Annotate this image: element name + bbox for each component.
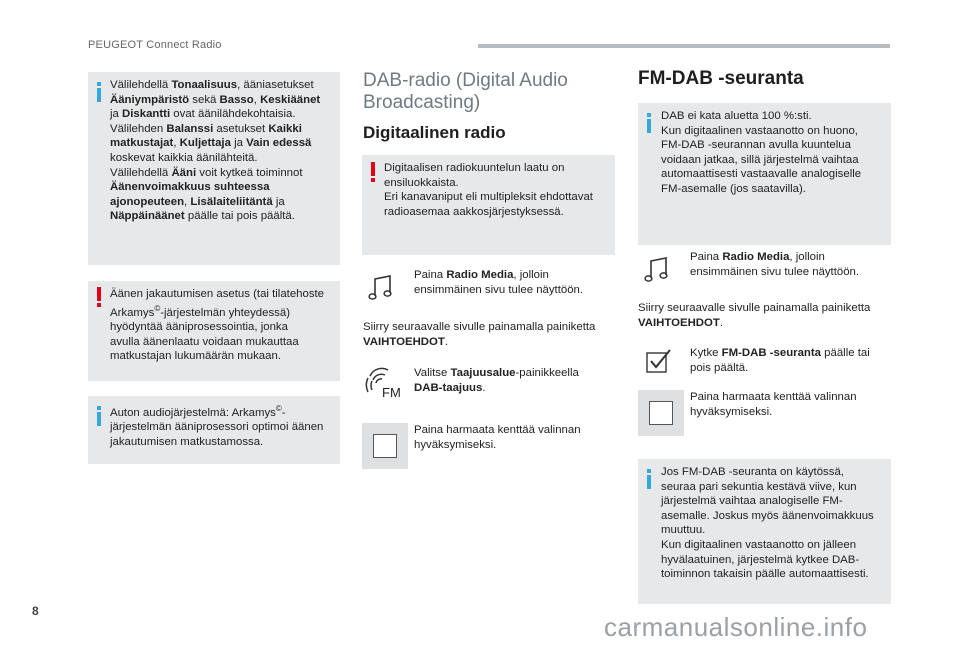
running-header: PEUGEOT Connect Radio — [88, 39, 222, 51]
warning-icon — [97, 287, 101, 301]
digital-radio-subtitle: Digitaalinen radio — [363, 123, 506, 142]
sound-distribution-text: Äänen jakautumisen asetus (tai tilatehoste Arkamys©-järjestelmän yhteydessä) hyödyntää ääniprosessointia, jonka avulla äänenlaatu voidaan mukauttaa matkustajan lukumäärän mukaan. — [110, 288, 325, 363]
fm-dab-step-confirm: Paina harmaata kenttää valinnan hyväksymiseksi. — [690, 391, 857, 418]
music-note-icon — [368, 274, 398, 302]
dab-step-options: Siirry seuraavalle sivulle painamalla painiketta VAIHTOEHDOT. — [363, 321, 596, 348]
header-rule — [478, 44, 890, 48]
arkamys-info-box — [88, 396, 340, 464]
fm-dab-step-options: Siirry seuraavalle sivulle painamalla painiketta VAIHTOEHDOT. — [638, 302, 871, 329]
fm-dab-step-toggle: Kytke FM-DAB -seuranta päälle tai pois päältä. — [690, 347, 870, 374]
fm-dab-delay-text: Jos FM-DAB -seuranta on käytössä, seuraa pari sekuntia kestävä viive, kun järjestelmä vaihtaa analogiselle FM- asemalle. Joskus myös äänenvoimakkuus muuttuu. Kun digitaalinen vastaanotto on jälleen hyvälaatuinen, järjestelmä kytkee DAB- toiminnon takaisin päälle automaattisesti. — [661, 466, 874, 581]
info-icon — [97, 412, 101, 426]
grey-field-icon — [638, 390, 684, 436]
dab-step-radio-media: Paina Radio Media, jolloin ensimmäinen sivu tulee näyttöön. — [414, 269, 584, 296]
fm-dab-title: FM-DAB -seuranta — [638, 68, 804, 89]
fm-dab-step-radio-media: Paina Radio Media, jolloin ensimmäinen sivu tulee näyttöön. — [690, 251, 860, 278]
info-icon — [97, 88, 101, 102]
checkbox-icon — [644, 346, 674, 376]
digital-radio-warning-box — [362, 155, 615, 255]
info-icon — [647, 119, 651, 133]
dab-step-band: Valitse Taajuusalue-painikkeella DAB-taajuus. — [414, 367, 579, 394]
page-number: 8 — [32, 604, 39, 618]
digital-radio-warning-text: Digitaalisen radiokuuntelun laatu on ensiluokkaista. Eri kanavaniput eli multipleksit ehdottavat radioasemaa aakkosjärjestyksessä. — [384, 162, 593, 218]
fm-dab-info-box — [638, 103, 891, 245]
tone-info-box — [88, 72, 340, 265]
fm-icon-label: FM — [382, 385, 401, 400]
sound-distribution-warning-box — [88, 281, 340, 381]
dab-step-confirm: Paina harmaata kenttää valinnan hyväksymiseksi. — [414, 424, 581, 451]
music-note-icon — [644, 256, 674, 284]
watermark: carmanualsonline.info — [604, 612, 868, 642]
grey-field-icon — [362, 423, 408, 469]
dab-title-line-1: DAB-radio (Digital Audio — [363, 70, 568, 91]
tone-info-text: Välilehdellä Tonaalisuus, ääniasetukset Ääniympäristö sekä Basso, Keskiäänet ja Diskantti ovat äänilähdekohtaisia. Välilehden Balanssi asetukset Kaikki matkustajat, Kuljettaja ja Vain edessä koskevat kaikkia äänilähteitä. Välilehdellä Ääni voit kytkeä toiminnot Äänenvoimakkuus suhteessa ajonopeuteen, Lisälaiteliitäntä ja Näppäinäänet päälle tai pois päältä. — [110, 79, 321, 223]
fm-radio-waves-icon — [364, 366, 406, 400]
dab-title-line-2: Broadcasting) — [363, 92, 481, 113]
fm-dab-info-text: DAB ei kata aluetta 100 %:sti. Kun digitaalinen vastaanotto on huono, FM-DAB -seurannan avulla kuuntelua voidaan jatkaa, sillä järjestelmä vaihtaa automaattisesti vastaavalle analogiselle FM-asemalle (jos saatavilla). — [661, 110, 862, 195]
warning-icon — [371, 162, 375, 176]
dab-section-title — [363, 70, 623, 114]
info-icon — [647, 475, 651, 489]
arkamys-text: Auton audiojärjestelmä: Arkamys©- järjestelmän ääniprosessori optimoi äänen jakautumisen matkustamossa. — [110, 404, 324, 448]
fm-dab-delay-info-box — [638, 459, 891, 604]
